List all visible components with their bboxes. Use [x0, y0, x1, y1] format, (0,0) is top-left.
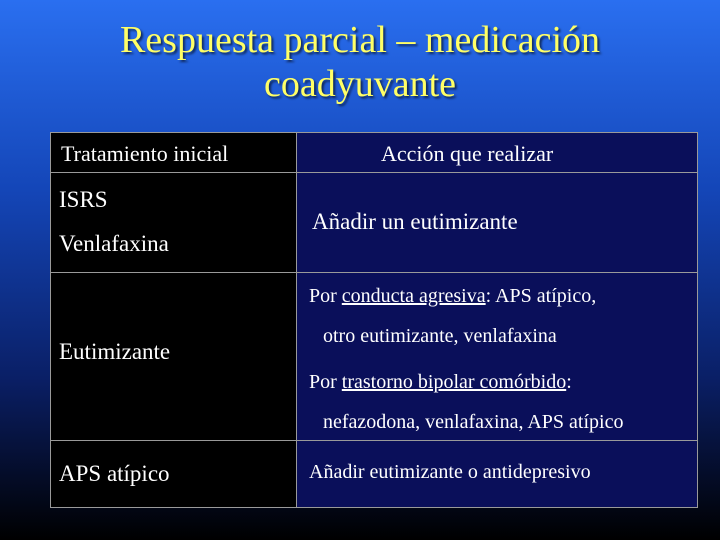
row-1-treatment: [51, 173, 297, 273]
header-action-label: Acción que realizar: [381, 141, 554, 166]
action-bipolar-line: [309, 371, 572, 394]
header-initial-treatment: [51, 133, 297, 173]
treatment-venlafaxina: Venlafaxina: [59, 231, 169, 256]
treatment-isrs: ISRS: [59, 187, 108, 212]
action-aggressive-prefix: Por: [309, 285, 342, 307]
row-3-action: [297, 441, 697, 507]
row-3-treatment: [51, 441, 297, 507]
action-aggressive-options: otro eutimizante, venlafaxina: [323, 325, 557, 347]
header-action: [297, 133, 697, 173]
row-2-treatment: [51, 273, 297, 441]
slide-title: [0, 18, 720, 106]
treatment-table: [50, 132, 698, 508]
action-bipolar-suffix: :: [566, 371, 572, 393]
treatment-eutimizante: Eutimizante: [59, 339, 171, 364]
aggressive-conduct-link: conducta agresiva: [341, 285, 486, 307]
row-2-action: [297, 273, 697, 441]
action-bipolar-options: nefazodona, venlafaxina, APS atípico: [323, 411, 624, 433]
action-aggressive-suffix: : APS atípico,: [485, 285, 597, 307]
action-add-eutimizante: Añadir un eutimizante: [312, 209, 518, 234]
slide-title-line-1: Respuesta parcial – medicación: [119, 19, 601, 61]
bipolar-comorbid-link: trastorno bipolar comórbido: [341, 371, 567, 393]
row-1-action: [297, 173, 697, 273]
header-initial-treatment-label: Tratamiento inicial: [61, 141, 229, 166]
slide-title-line-2: coadyuvante: [263, 63, 457, 105]
action-bipolar-prefix: Por: [309, 371, 342, 393]
treatment-aps-atipico: APS atípico: [59, 461, 170, 486]
action-add-eutimizante-or-antidepressant: Añadir eutimizante o antidepresivo: [309, 461, 591, 483]
action-aggressive-line: [309, 285, 596, 308]
